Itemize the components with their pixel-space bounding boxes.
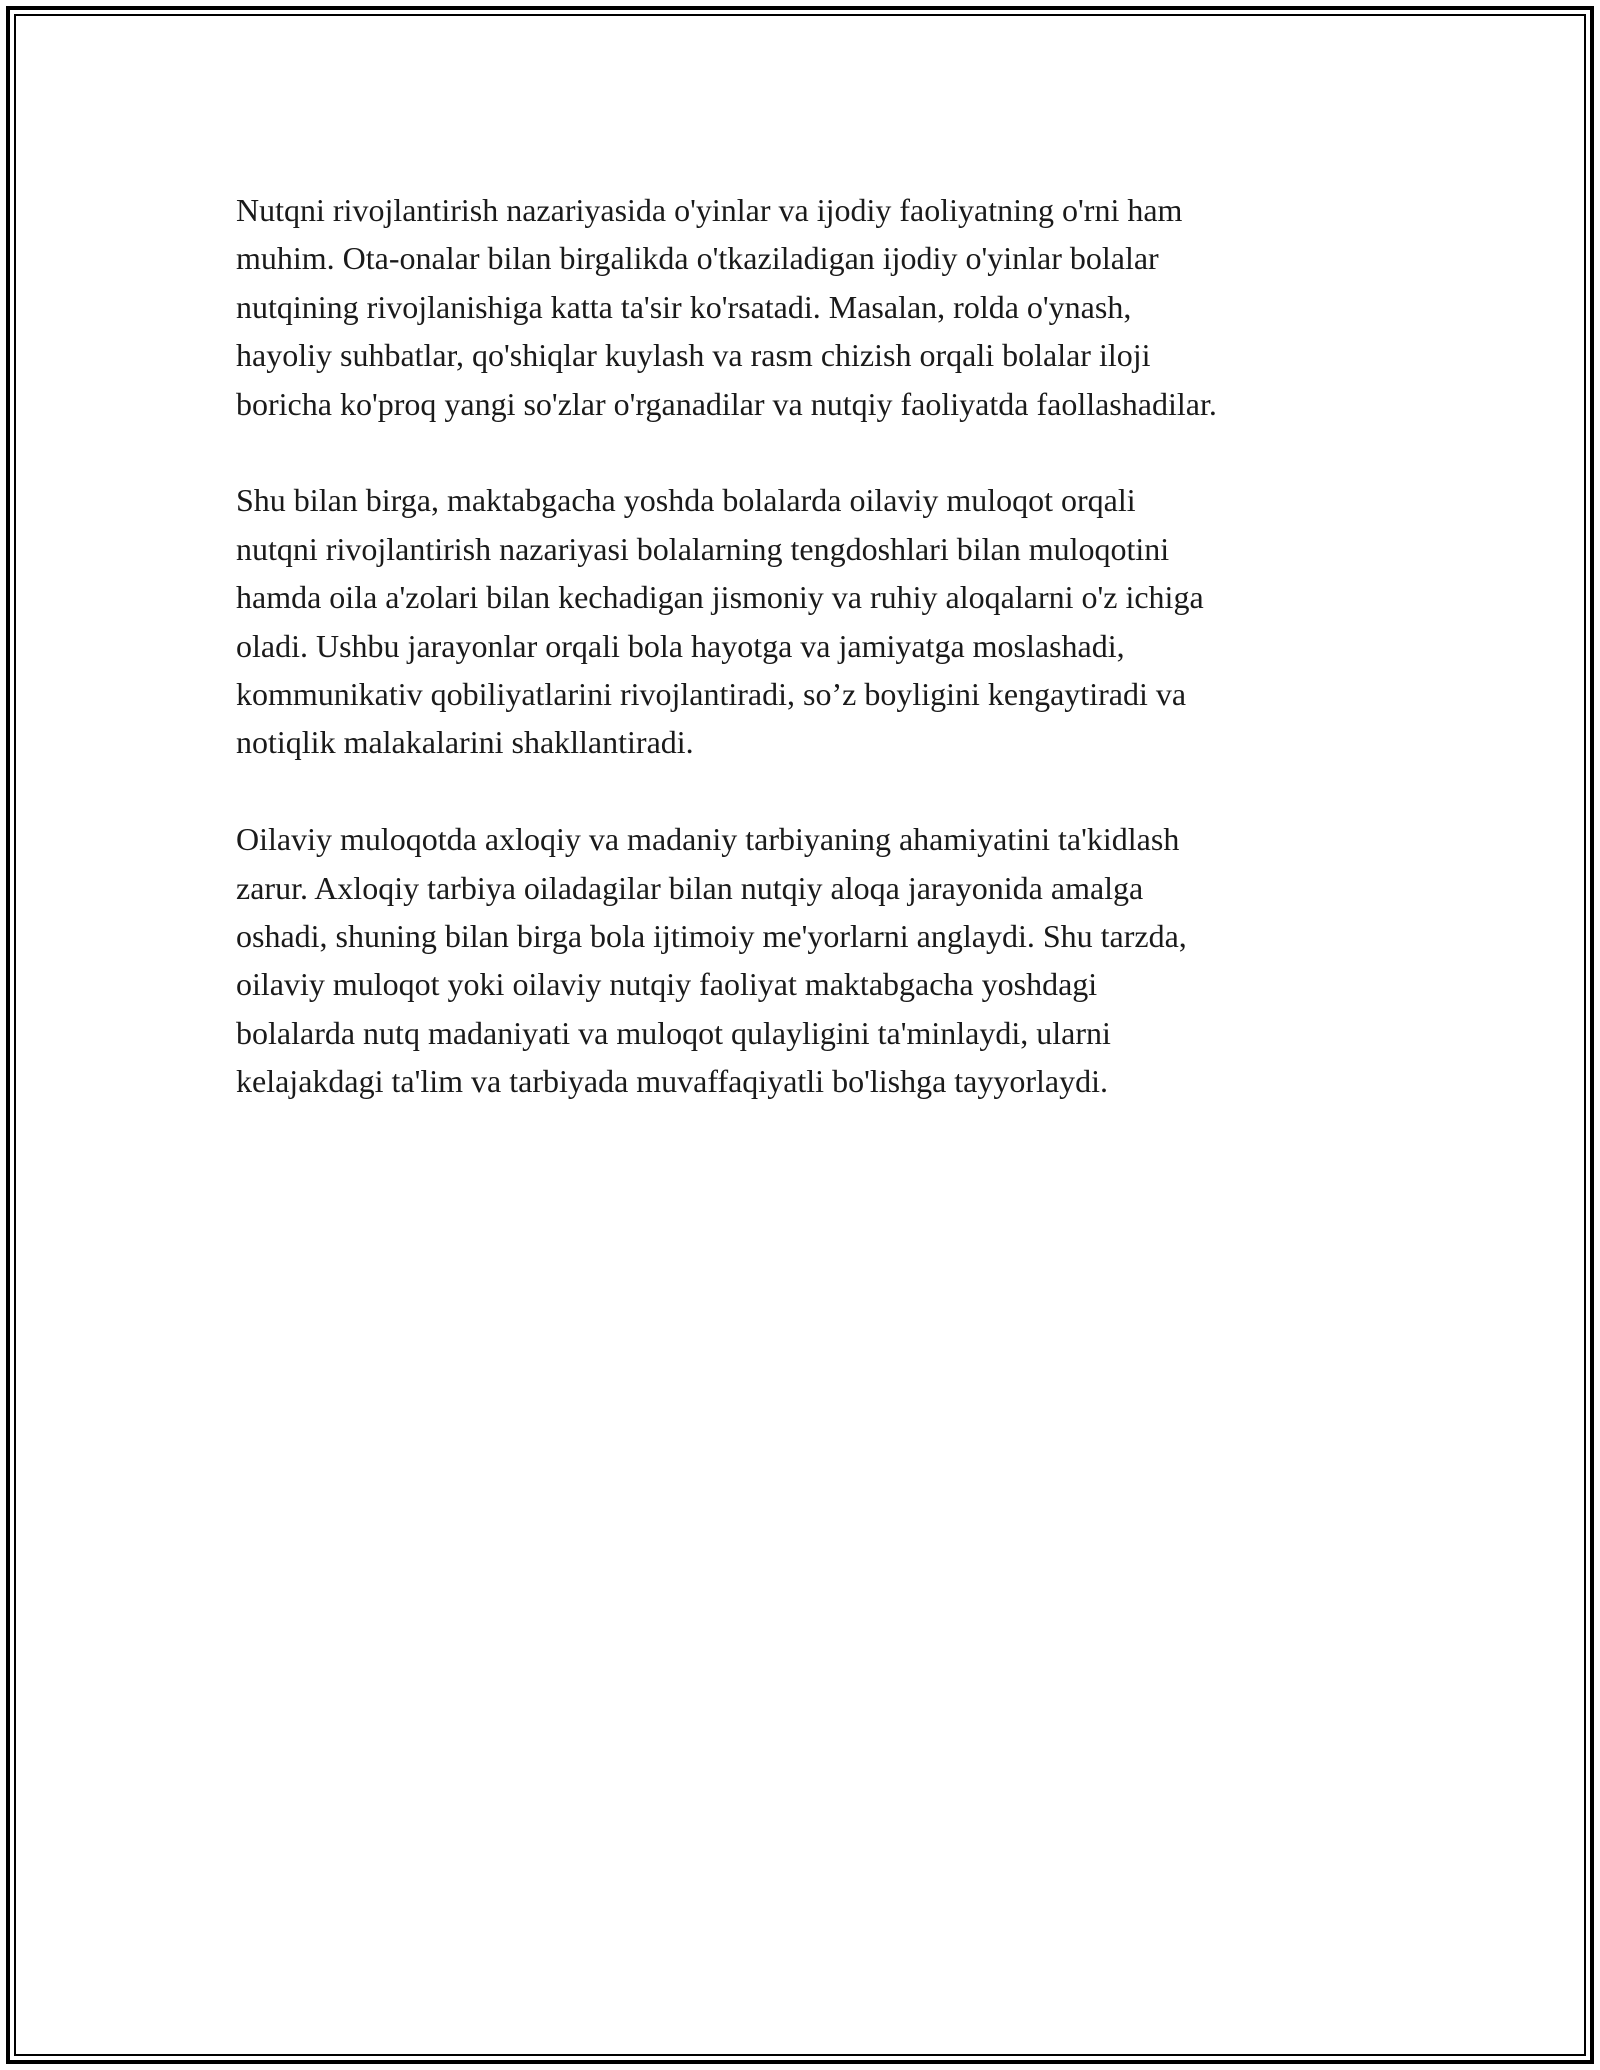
text-line: nutqni rivojlantirish nazariyasi bolalarning tengdoshlari bilan muloqotini [236,530,1170,567]
paragraph-2 [236,476,1376,766]
text-line: kommunikativ qobiliyatlarini rivojlantiradi, so’z boyligini kengaytiradi va [236,676,1187,713]
text-line: oilaviy muloqot yoki oilaviy nutqiy faoliyat maktabgacha yoshdagi [236,966,1098,1003]
paragraph-1 [236,186,1376,428]
text-line: boricha ko'proq yangi so'zlar o'rganadilar va nutqiy faoliyatda faollashadilar. [236,385,1217,422]
text-line: notiqlik malakalarini shakllantiradi. [236,724,694,761]
paragraph-3 [236,815,1376,1105]
text-line: kelajakdagi ta'lim va tarbiyada muvaffaqiyatli bo'lishga tayyorlaydi. [236,1063,1108,1100]
text-line: oshadi, shuning bilan birga bola ijtimoiy me'yorlarni anglaydi. Shu tarzda, [236,918,1187,955]
text-line: Oilaviy muloqotda axloqiy va madaniy tarbiyaning ahamiyatini ta'kidlash [236,821,1180,858]
text-line: nutqining rivojlanishiga katta ta'sir ko'rsatadi. Masalan, rolda o'ynash, [236,288,1132,325]
text-line: zarur. Axloqiy tarbiya oiladagilar bilan nutqiy aloqa jarayonida amalga [236,869,1144,906]
document-body [236,186,1376,1154]
text-line: Nutqni rivojlantirish nazariyasida o'yinlar va ijodiy faoliyatning o'rni ham [236,192,1183,228]
text-line: bolalarda nutq madaniyati va muloqot qulayligini ta'minlaydi, ularni [236,1014,1111,1051]
text-line: hamda oila a'zolari bilan kechadigan jismoniy va ruhiy aloqalarni o'z ichiga [236,579,1204,616]
text-line: oladi. Ushbu jarayonlar orqali bola hayotga va jamiyatga moslashadi, [236,627,1125,664]
text-line: muhim. Ota-onalar bilan birgalikda o'tkaziladigan ijodiy o'yinlar bolalar [236,240,1159,277]
text-line: hayoliy suhbatlar, qo'shiqlar kuylash va rasm chizish orqali bolalar iloji [236,337,1151,374]
text-line: Shu bilan birga, maktabgacha yoshda bolalarda oilaviy muloqot orqali [236,482,1136,519]
